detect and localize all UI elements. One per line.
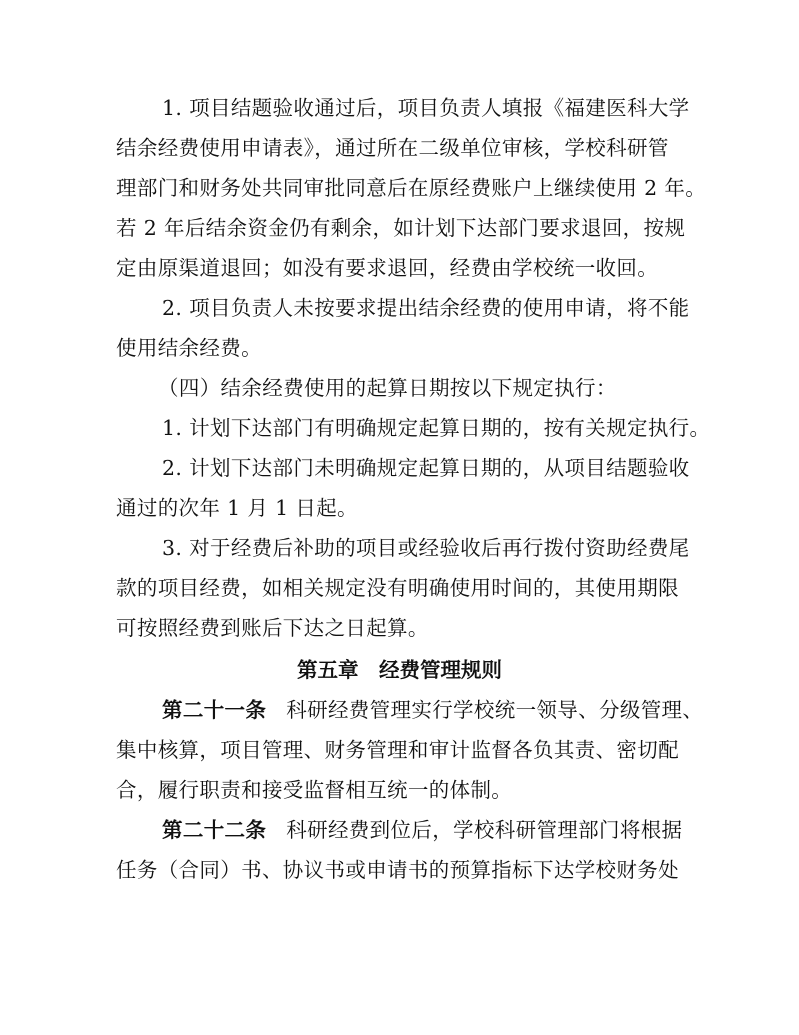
text-line: 1. 计划下达部门有明确规定起算日期的，按有关规定执行。 (162, 416, 711, 440)
article-21-label: 第二十一条 (162, 698, 267, 722)
text-line: 3. 对于经费后补助的项目或经验收后再行拨付资助经费尾 (162, 536, 690, 560)
text-line: 款的项目经费，如相关规定没有明确使用时间的，其使用期限 (116, 576, 679, 600)
article-21-text: 科研经费管理实行学校统一领导、分级管理、 (286, 698, 704, 722)
text-line: 合，履行职责和接受监督相互统一的体制。 (116, 778, 513, 802)
article-21-first-line (162, 696, 703, 724)
text-line: 可按照经费到账后下达之日起算。 (116, 616, 429, 640)
text-line: 通过的次年 1 月 1 日起。 (116, 496, 358, 520)
subsection-heading: （四）结余经费使用的起算日期按以下规定执行： (158, 376, 617, 400)
text-line: 使用结余经费。 (116, 336, 262, 360)
text-line: 1. 项目结题验收通过后，项目负责人填报《福建医科大学 (162, 96, 690, 120)
chapter-heading: 第五章 经费管理规则 (297, 658, 502, 682)
text-line: 2. 计划下达部门未明确规定起算日期的，从项目结题验收 (162, 456, 690, 480)
text-line: 2. 项目负责人未按要求提出结余经费的使用申请，将不能 (162, 296, 690, 320)
text-line: 任务（合同）书、协议书或申请书的预算指标下达学校财务处 (116, 858, 679, 882)
text-line: 理部门和财务处共同审批同意后在原经费账户上继续使用 2 年。 (116, 176, 707, 200)
text-line: 定由原渠道退回；如没有要求退回，经费由学校统一收回。 (116, 256, 659, 280)
text-line: 结余经费使用申请表》，通过所在二级单位审核，学校科研管 (116, 136, 669, 160)
article-22-text: 科研经费到位后，学校科研管理部门将根据 (286, 818, 683, 842)
article-22-label: 第二十二条 (162, 818, 267, 842)
article-22-first-line (162, 816, 682, 844)
text-line: 集中核算，项目管理、财务管理和审计监督各负其责、密切配 (116, 738, 679, 762)
text-line: 若 2 年后结余资金仍有剩余，如计划下达部门要求退回，按规 (116, 216, 686, 240)
